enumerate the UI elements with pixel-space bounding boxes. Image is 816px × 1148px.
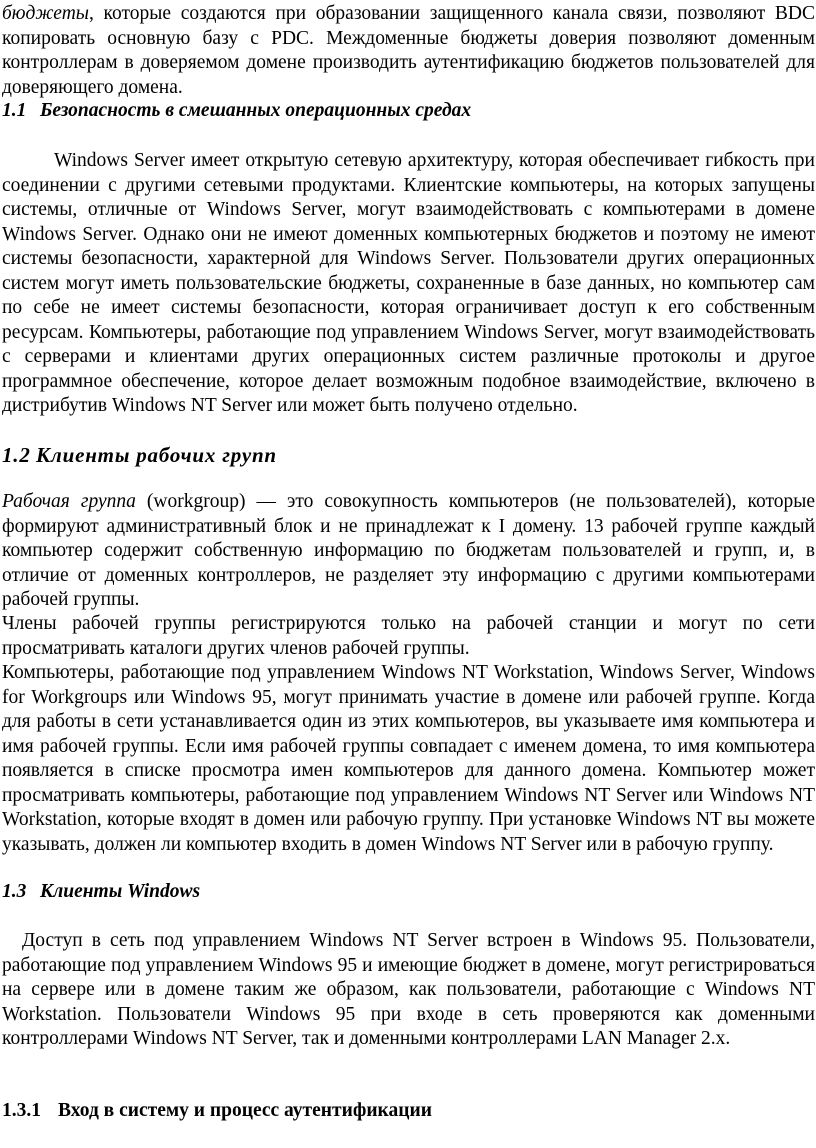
paragraph-workgroup-members: Члены рабочей группы регистрируются только на рабочей станции и могут по сети просматривать каталоги других членов рабочей группы. <box>2 613 815 659</box>
section-title: Клиенты рабочих групп <box>36 443 277 467</box>
section-number: 1.3 <box>2 881 27 902</box>
section-title: Безопасность в смешанных операционных средах <box>40 100 472 121</box>
section-heading-1-3-1 <box>2 1099 815 1123</box>
term-budgets: бюджеты <box>2 3 89 24</box>
paragraph-trust-budgets <box>2 2 815 100</box>
paragraph-trust-budgets-text: , которые создаются при образовании защищенного канала связи, позволяют BDC копировать основную базу с PDC. Междоменные бюджеты доверия позволяют доменным контроллерам в доверяемом домене производить аутентификацию бюджетов пользователей для доверяющего домена. <box>2 3 815 98</box>
term-workgroup: Рабочая группа <box>2 491 136 512</box>
paragraph-workgroup-definition <box>2 490 815 613</box>
section-heading-1-2 <box>2 442 815 468</box>
section-heading-1-1 <box>2 99 815 124</box>
paragraph-mixed-environments: Windows Server имеет открытую сетевую архитектуру, которая обеспечивает гибкость при соединении с другими сетевыми продуктами. Клиентские компьютеры, на которых запущены системы, отличные от Windows Server, могут взаимодействовать с компьютерами в домене Windows Server. Однако они не имеют доменных компьютерных бюджетов и поэтому не имеют системы безопасности, характерной для Windows Server. Пользователи других операционных систем могут иметь пользовательские бюджеты, сохраненные в базе данных, но компьютер сам по себе не имеет системы безопасности, которая ограничивает доступ к его собственным ресурсам. Компьютеры, работающие под управлением Windows Server, могут взаимодействовать с серверами и клиентами других операционных систем различные протоколы и другое программное обеспечение, которое делает возможным подобное взаимодействие, включено в дистрибутив Windows NT Server или может быть получено отдельно. <box>2 150 815 416</box>
paragraph-workgroup-text: (workgroup) — это совокупность компьютеров (не пользователей), которые формируют административный блок и не принадлежат к I домену. 13 рабочей группе каждый компьютер содержит собственную информацию по бюджетам пользователей и групп, и, в отличие от доменных контроллеров, не разделяет эту информацию с другими компьютерами рабочей группы. <box>2 491 815 610</box>
section-number: 1.1 <box>2 100 27 121</box>
section-number: 1.3.1 <box>2 1100 41 1121</box>
section-title: Вход в систему и процесс аутентификации <box>58 1100 432 1121</box>
section-heading-1-3 <box>2 880 815 905</box>
paragraph-windows-clients: Доступ в сеть под управлением Windows NT Server встроен в Windows 95. Пользователи, работающие под управлением Windows 95 и имеющие бюджет в домене, могут регистрироваться на сервере или в домене таким же образом, как пользователи, работающие с Windows NT Workstation. Пользователи Windows 95 при входе в сеть проверяются как доменными контроллерами Windows NT Server, так и доменными контроллерами LAN Manager 2.x. <box>2 930 815 1049</box>
section-title: Клиенты Windows <box>40 881 201 902</box>
paragraph-computers-domain-or-workgroup: Компьютеры, работающие под управлением Windows NT Workstation, Windows Server, Windows for Workgroups или Windows 95, могут принимать участие в домене или рабочей группе. Когда для работы в сети устанавливается один из этих компьютеров, вы указываете имя компьютера и имя рабочей группы. Если имя рабочей группы совпадает с именем домена, то имя компьютера появляется в списке просмотра имен компьютеров для данного домена. Компьютер может просматривать компьютеры, работающие под управлением Windows NT Server или Windows NT Workstation, которые входят в домен или рабочую группу. При установке Windows NT вы можете указывать, должен ли компьютер входить в домен Windows NT Server или в рабочую группу. <box>2 662 815 855</box>
section-number: 1.2 <box>2 443 31 467</box>
